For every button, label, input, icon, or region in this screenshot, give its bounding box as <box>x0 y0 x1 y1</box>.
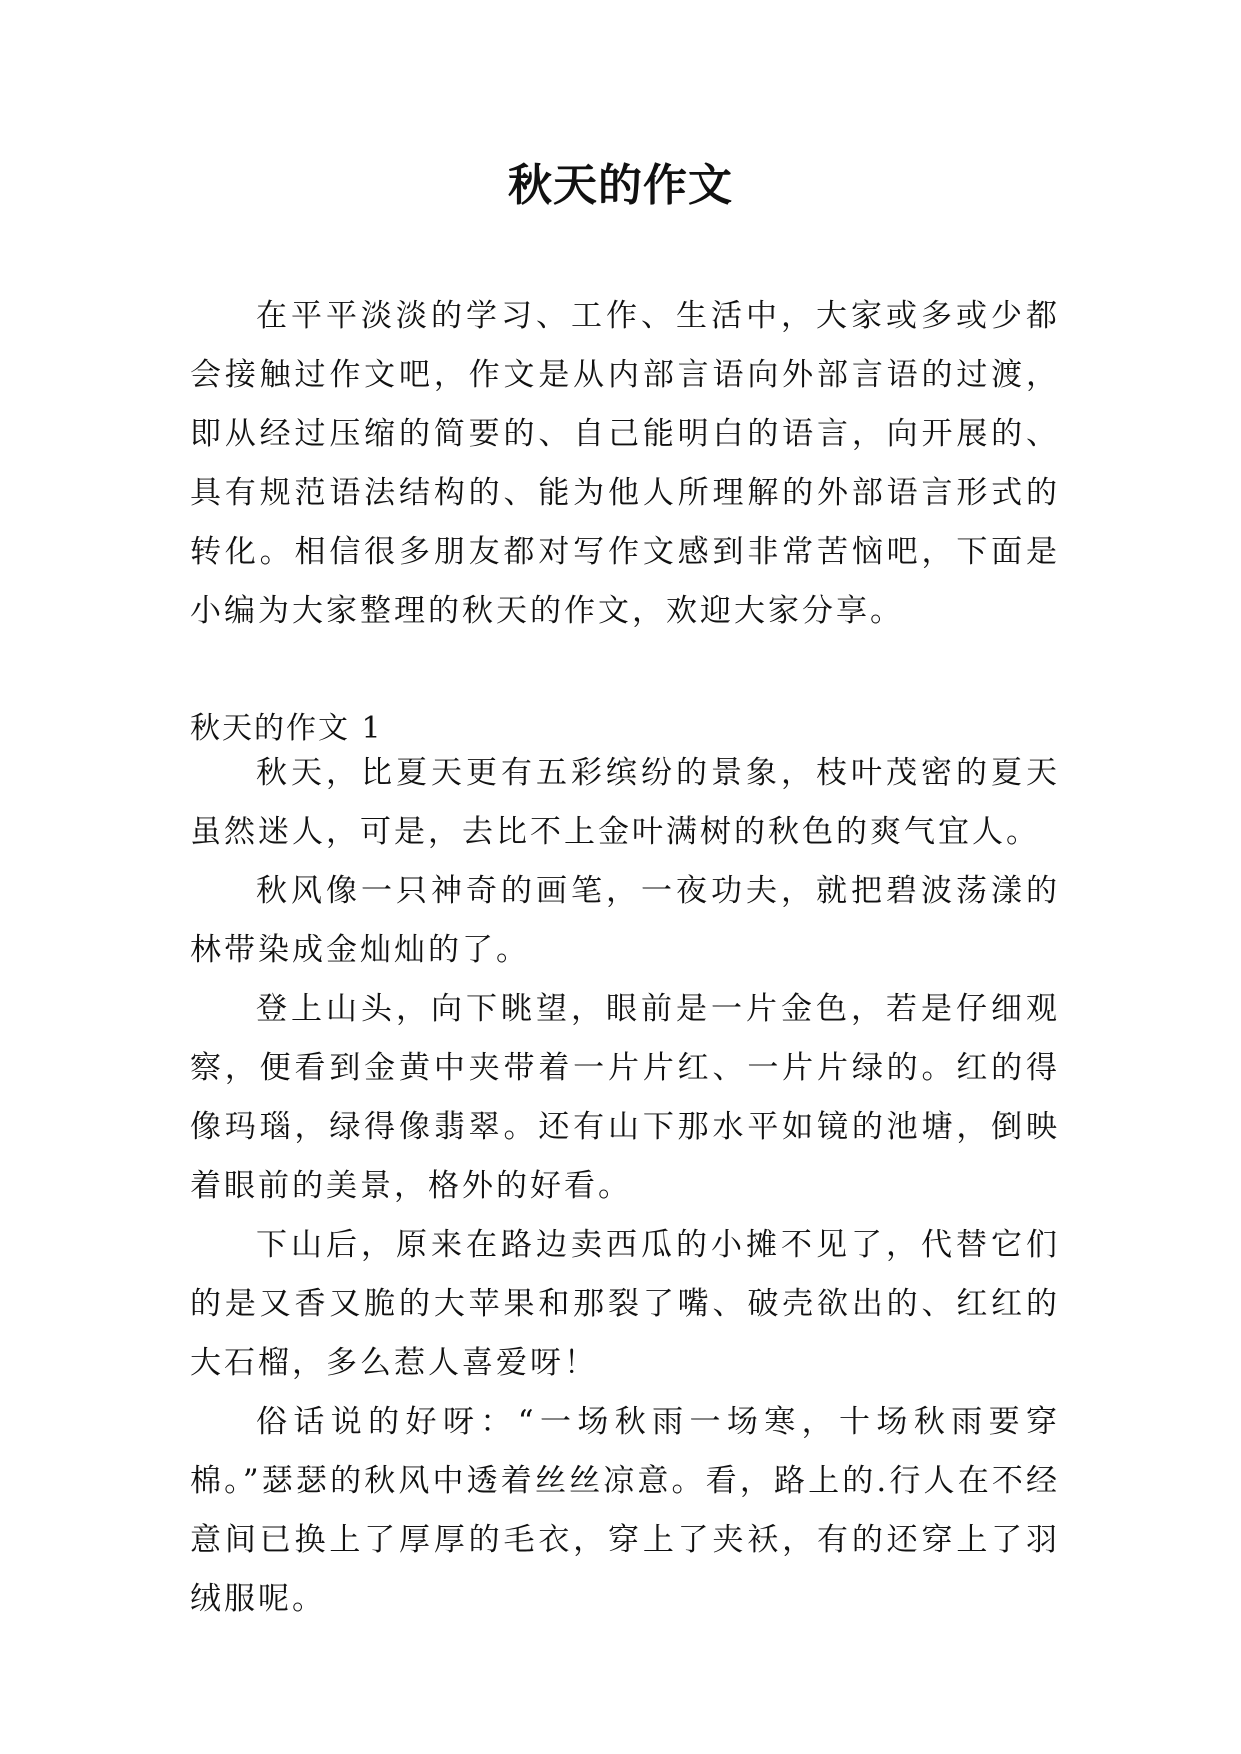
intro-paragraph: 在平平淡淡的学习、工作、生活中，大家或多或少都会接触过作文吧，作文是从内部言语向外部言语的过渡，即从经过压缩的简要的、自己能明白的语言，向开展的、具有规范语法结构的、能为他人所理解的外部语言形式的转化。相信很多朋友都对写作文感到非常苦恼吧，下面是小编为大家整理的秋天的作文，欢迎大家分享。 <box>190 298 1060 629</box>
essay-paragraph: 秋风像一只神奇的画笔，一夜功夫，就把碧波荡漾的林带染成金灿灿的了。 <box>190 873 1060 968</box>
section-heading: 秋天的作文 1 <box>190 711 383 746</box>
essay-paragraph: 下山后，原来在路边卖西瓜的小摊不见了，代替它们的是又香又脆的大苹果和那裂了嘴、破壳欲出的、红红的大石榴，多么惹人喜爱呀！ <box>190 1227 1060 1381</box>
essay-paragraph: 登上山头，向下眺望，眼前是一片金色，若是仔细观察，便看到金黄中夹带着一片片红、一片片绿的。红的得像玛瑙，绿得像翡翠。还有山下那水平如镜的池塘，倒映着眼前的美景，格外的好看。 <box>190 991 1060 1204</box>
essay-paragraph: 秋天，比夏天更有五彩缤纷的景象，枝叶茂密的夏天虽然迷人，可是，去比不上金叶满树的秋色的爽气宜人。 <box>190 755 1060 850</box>
essay-paragraph: 俗话说的好呀：“一场秋雨一场寒，十场秋雨要穿棉。”瑟瑟的秋风中透着丝丝凉意。看，路上的.行人在不经意间已换上了厚厚的毛衣，穿上了夹袄，有的还穿上了羽绒服呢。 <box>190 1404 1060 1617</box>
document-title: 秋天的作文 <box>508 160 733 211</box>
